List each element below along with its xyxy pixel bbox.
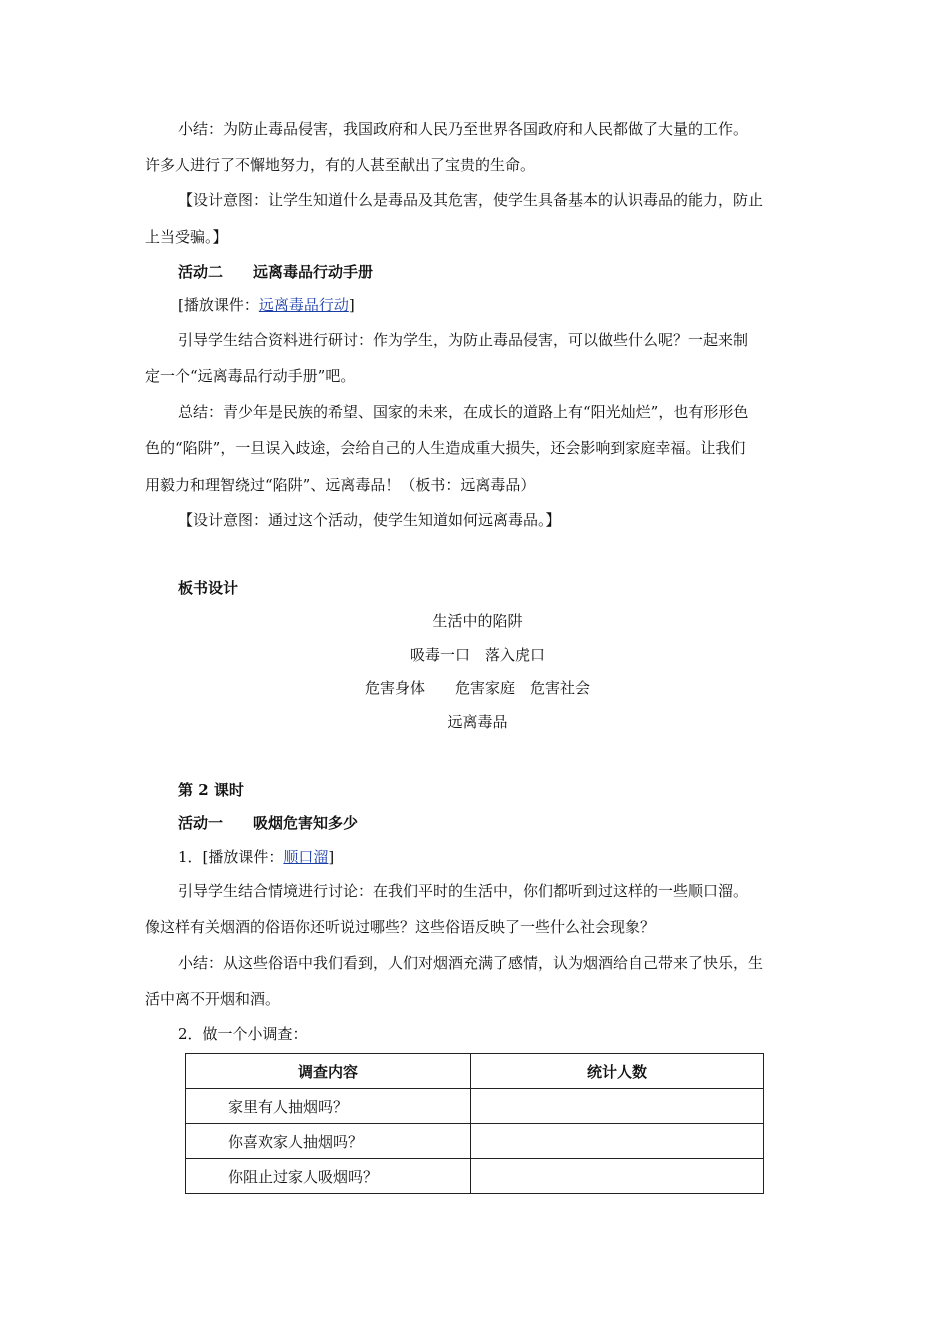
activity2-title: 活动二 远离毒品行动手册: [178, 263, 374, 281]
activity2-guide-line1: 引导学生结合资料进行研讨：作为学生，为防止毒品侵害，可以做些什么呢？一起来制: [178, 331, 749, 349]
board-line1: 生活中的陷阱: [432, 612, 523, 630]
courseware-link-shunkouliu[interactable]: 顺口溜: [283, 848, 329, 866]
lesson2-summary-line1: 小结：从这些俗语中我们看到，人们对烟酒充满了感情，认为烟酒给自己带来了快乐，生: [178, 954, 764, 972]
table-row: [186, 1159, 764, 1194]
activity2-summary-line2: 色的“陷阱”，一旦误入歧途，会给自己的人生造成重大损失，还会影响到家庭幸福。让我们: [145, 439, 746, 457]
activity2-summary-line1: 总结：青少年是民族的希望、国家的未来，在成长的道路上有“阳光灿烂”，也有形形色: [178, 403, 749, 421]
summary1-line1: 小结：为防止毒品侵害，我国政府和人民乃至世界各国政府和人民都做了大量的工作。: [178, 120, 749, 138]
survey-count-cell: [471, 1124, 764, 1159]
courseware-link-yuanli[interactable]: 远离毒品行动: [258, 296, 349, 314]
survey-question: 你喜欢家人抽烟吗？: [186, 1124, 471, 1159]
table-row: [186, 1089, 764, 1124]
board-line3: 危害身体 危害家庭 危害社会: [364, 679, 590, 697]
survey-header-row: [186, 1054, 764, 1089]
activity2-guide-line2: 定一个“远离毒品行动手册”吧。: [145, 367, 356, 385]
lesson2-summary-line2: 活中离不开烟和酒。: [145, 990, 281, 1008]
table-row: [186, 1124, 764, 1159]
lesson2-heading: 第 2 课时: [178, 781, 244, 799]
intent1-line2: 上当受骗。】: [145, 228, 228, 246]
item1-suffix: ]: [328, 848, 335, 866]
survey-header-content: 调查内容: [186, 1054, 471, 1089]
lesson2-activity1-title: 活动一 吸烟危害知多少: [178, 814, 359, 832]
item1-prefix: 1．[播放课件：: [178, 848, 284, 866]
lesson2-item2: 2．做一个小调查：: [178, 1025, 308, 1043]
survey-table: [185, 1053, 764, 1194]
activity2-summary-line3: 用毅力和理智绕过“陷阱”、远离毒品！（板书：远离毒品）: [145, 476, 536, 494]
courseware-prefix: [播放课件：: [178, 296, 259, 314]
courseware-suffix: ]: [348, 296, 355, 314]
activity2-intent: 【设计意图：通过这个活动，使学生知道如何远离毒品。】: [178, 511, 561, 529]
survey-question: 你阻止过家人吸烟吗？: [186, 1159, 471, 1194]
board-line2: 吸毒一口 落入虎口: [409, 646, 545, 664]
lesson2-guide-line1: 引导学生结合情境进行讨论：在我们平时的生活中，你们都听到过这样的一些顺口溜。: [178, 882, 749, 900]
lesson2-guide-line2: 像这样有关烟酒的俗语你还听说过哪些？这些俗语反映了一些什么社会现象？: [145, 918, 656, 936]
survey-count-cell: [471, 1089, 764, 1124]
board-line4: 远离毒品: [447, 713, 508, 731]
survey-count-cell: [471, 1159, 764, 1194]
survey-header-count: 统计人数: [471, 1054, 764, 1089]
summary1-line2: 许多人进行了不懈地努力，有的人甚至献出了宝贵的生命。: [145, 156, 536, 174]
board-heading: 板书设计: [178, 579, 239, 597]
lesson2-item1: [178, 847, 334, 867]
intent1-line1: 【设计意图：让学生知道什么是毒品及其危害，使学生具备基本的认识毒品的能力，防止: [178, 191, 764, 209]
activity2-courseware: [178, 295, 355, 315]
survey-question: 家里有人抽烟吗？: [186, 1089, 471, 1124]
